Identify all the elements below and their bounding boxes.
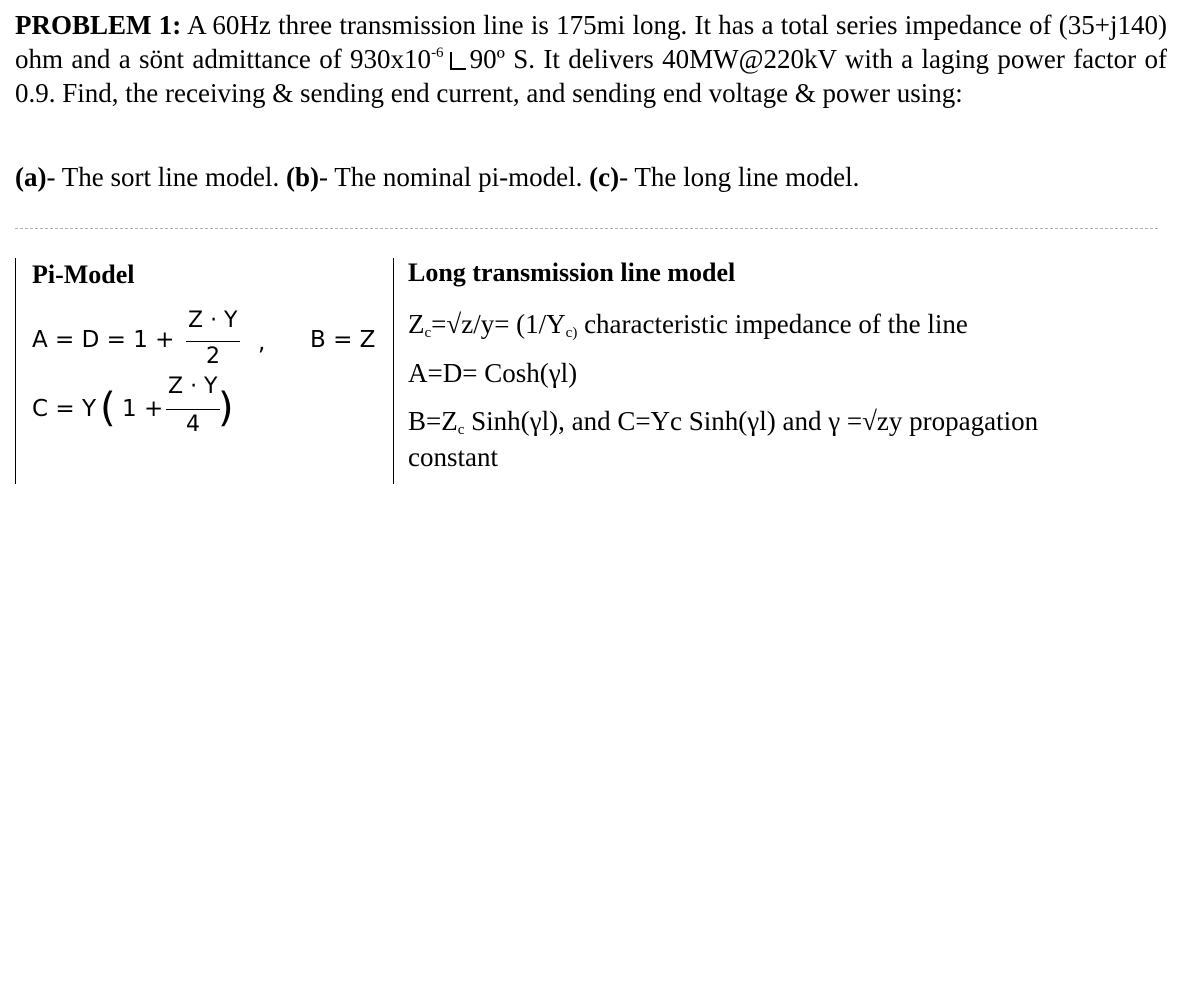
zc-description: characteristic impedance of the line [577, 309, 968, 339]
b-equation: B = Z [310, 327, 376, 353]
c-equation-inner: 1 + [122, 396, 164, 422]
problem-statement [15, 8, 1167, 110]
c-fraction-bar [166, 409, 220, 410]
b-formula: Sinh(γl), and C=Yc Sinh(γl) and γ =√zy propagation [464, 406, 1039, 436]
part-c-text: - The long line model. [619, 162, 860, 192]
table-border-middle [393, 258, 394, 484]
long-model-title: Long transmission line model [408, 258, 736, 287]
dashed-divider [15, 228, 1158, 229]
ad-fraction-numerator: Z · Y [188, 308, 238, 333]
angle-icon [450, 52, 466, 70]
problem-label: PROBLEM 1: [15, 10, 182, 40]
pi-model-title: Pi-Model [32, 260, 135, 289]
c-equation-lhs: C = Y [32, 396, 97, 422]
exponent: -6 [431, 45, 444, 61]
part-a-label: (a) [15, 162, 47, 192]
parts-list [15, 160, 859, 194]
b-sinh-line [408, 404, 1038, 447]
table-border-left [15, 258, 16, 484]
part-c-label: (c) [589, 162, 620, 192]
zc-line [408, 307, 968, 350]
constant-line: constant [408, 442, 498, 472]
pi-comma: , [258, 330, 266, 356]
ad-equation-lhs: A = D = 1 + [32, 327, 175, 353]
problem-text-2: 90º S. It delivers 40MW@220kV with a laging power factor of 0.9. Find, the receiving & sending end current, and sending end voltage & power using: [15, 44, 1167, 108]
ad-cosh-line: A=D= Cosh(γl) [408, 358, 578, 388]
problem-text-1: A 60Hz three transmission line is 175mi long. It has a total series impedance of (35+j140) ohm and a sönt admittance of 930x10 [15, 10, 1167, 74]
ad-fraction-denominator: 2 [206, 344, 220, 369]
b-symbol: B=Z [408, 406, 458, 436]
zc-subscript: c [424, 325, 432, 341]
zc-symbol: Z [408, 309, 425, 339]
ad-fraction-bar [186, 341, 240, 342]
c-fraction-denominator: 4 [186, 412, 200, 437]
part-a-text: - The sort line model. [46, 162, 286, 192]
close-paren-icon: ) [218, 385, 234, 431]
yc-subscript: c) [565, 325, 578, 341]
part-b-text: - The nominal pi-model. [318, 162, 590, 192]
zc-formula: =√z/y= (1/Y [431, 309, 566, 339]
c-fraction-numerator: Z · Y [168, 374, 218, 399]
b-subscript: c [457, 422, 465, 438]
part-b-label: (b) [285, 162, 319, 192]
open-paren-icon: ( [100, 385, 116, 431]
